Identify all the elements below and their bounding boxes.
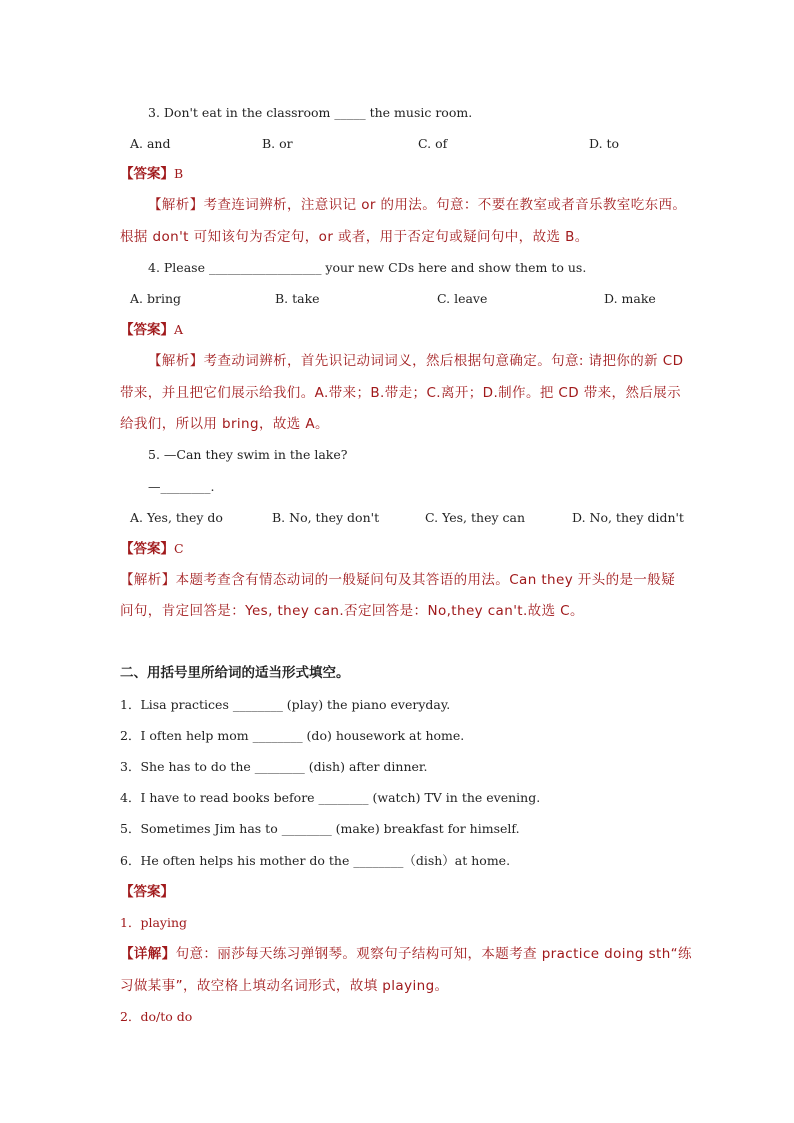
- q4-option-a: A. bring: [130, 291, 182, 306]
- q3-option-c: C. of: [418, 136, 448, 151]
- q5-explanation-line1: [120, 571, 675, 589]
- q4-option-b: B. take: [275, 291, 320, 306]
- q5-explanation-line2: 问句，肯定回答是：Yes, they can.否定回答是：No,they can't.故选 C。: [120, 603, 584, 619]
- q4-explanation-line3: 给我们，所以用 bring，故选 A。: [120, 416, 329, 432]
- fill-item-6: 6．He often helps his mother do the ________（dish）at home.: [120, 853, 511, 868]
- section-answer-tag: 【答案】: [120, 884, 174, 900]
- q3-option-d: D. to: [589, 136, 620, 151]
- q4-explanation-line2: 带来，并且把它们展示给我们。A.带来；B.带走；C.离开；D.制作。把 CD 带来，然后展示: [120, 385, 682, 401]
- q4-option-c: C. leave: [437, 291, 488, 306]
- answer-tag: 【答案】: [120, 541, 174, 557]
- fill-item-4: 4．I have to read books before ________ (watch) TV in the evening.: [120, 790, 541, 805]
- section-title: 二、用括号里所给词的适当形式填空。: [120, 665, 350, 681]
- q4-stem: 4. Please __________________ your new CDs here and show them to us.: [148, 260, 587, 275]
- q3-explanation-line1: [148, 196, 686, 214]
- q4-option-d: D. make: [604, 291, 656, 306]
- answer-value: C: [174, 541, 184, 556]
- fill-item-5: 5．Sometimes Jim has to ________ (make) breakfast for himself.: [120, 821, 520, 836]
- section-detail-line2: 习做某事”，故空格上填动名词形式，故填 playing。: [120, 978, 449, 994]
- fill-item-3: 3．She has to do the ________ (dish) after dinner.: [120, 759, 428, 774]
- answer-value: A: [174, 322, 184, 337]
- q4-explanation-line1: [148, 352, 683, 370]
- q5-response-blank: —________.: [148, 479, 215, 494]
- q3-answer: [120, 165, 183, 183]
- q5-option-a: A. Yes, they do: [130, 510, 223, 525]
- explanation-text: 本题考查含有情态动词的一般疑问句及其答语的用法。Can they 开头的是一般疑: [175, 572, 676, 588]
- q5-answer: [120, 540, 184, 558]
- section-detail-line1: [120, 945, 692, 963]
- q3-option-b: B. or: [262, 136, 293, 151]
- explanation-tag: 【解析】: [120, 572, 176, 588]
- explanation-text: 考查连词辨析，注意识记 or 的用法。句意：不要在教室或者音乐教室吃东西。: [203, 197, 687, 213]
- detail-text: 句意：丽莎每天练习弹钢琴。观察句子结构可知，本题考查 practice doing sth“练: [175, 946, 692, 962]
- q4-answer: [120, 321, 183, 339]
- section-answer-1: 1．playing: [120, 915, 188, 930]
- fill-item-1: 1．Lisa practices ________ (play) the piano everyday.: [120, 697, 451, 712]
- explanation-text: 考查动词辨析，首先识记动词词义，然后根据句意确定。句意: 请把你的新 CD: [203, 353, 684, 369]
- section-answer-2: 2．do/to do: [120, 1009, 193, 1024]
- answer-tag: 【答案】: [120, 322, 174, 338]
- q3-stem: 3. Don't eat in the classroom _____ the music room.: [148, 105, 473, 120]
- explanation-tag: 【解析】: [148, 353, 204, 369]
- answer-tag: 【答案】: [120, 166, 174, 182]
- fill-item-2: 2．I often help mom ________ (do) housework at home.: [120, 728, 465, 743]
- q5-option-b: B. No, they don't: [272, 510, 380, 525]
- q3-explanation-line2: 根据 don't 可知该句为否定句，or 或者，用于否定句或疑问句中，故选 B。: [120, 229, 589, 245]
- detail-tag: 【详解】: [120, 946, 176, 962]
- q5-option-c: C. Yes, they can: [425, 510, 525, 525]
- q5-stem: 5. —Can they swim in the lake?: [148, 447, 348, 462]
- explanation-tag: 【解析】: [148, 197, 204, 213]
- q5-option-d: D. No, they didn't: [572, 510, 684, 525]
- answer-value: B: [174, 166, 184, 181]
- q3-option-a: A. and: [130, 136, 171, 151]
